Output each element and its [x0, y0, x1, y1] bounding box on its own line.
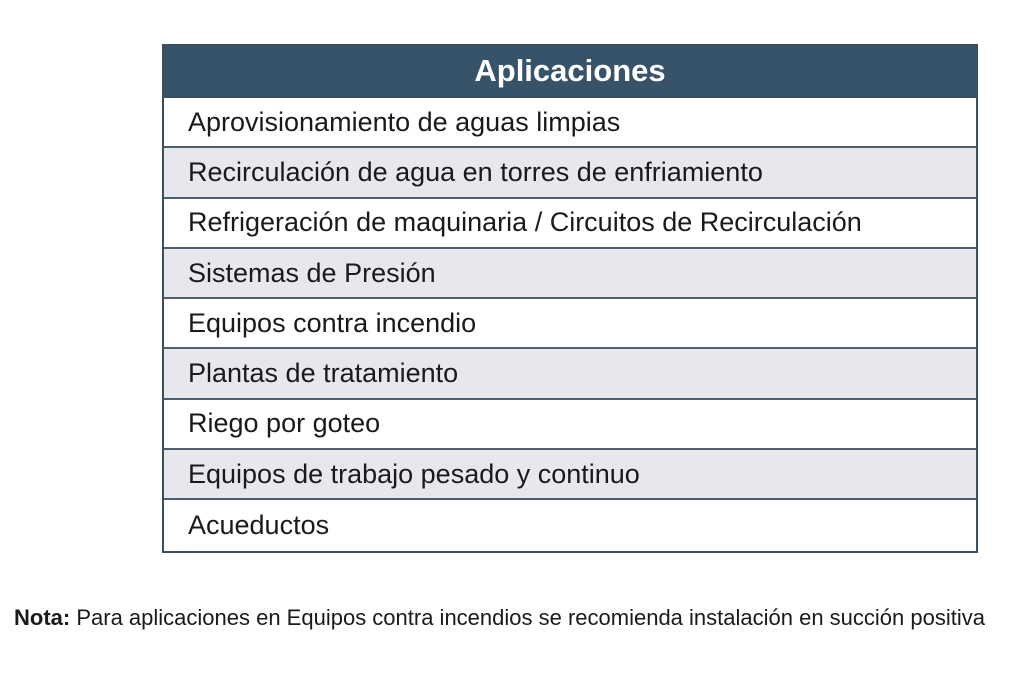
applications-table — [162, 44, 978, 553]
table-row: Recirculación de agua en torres de enfriamiento — [164, 148, 976, 198]
table-row: Plantas de tratamiento — [164, 349, 976, 399]
table-row: Refrigeración de maquinaria / Circuitos de Recirculación — [164, 199, 976, 249]
table-row: Riego por goteo — [164, 400, 976, 450]
table-row: Aprovisionamiento de aguas limpias — [164, 98, 976, 148]
table-row: Acueductos — [188, 510, 330, 541]
note-text: Para aplicaciones en Equipos contra incendios se recomienda instalación en succión positiva — [70, 605, 985, 630]
note-paragraph — [14, 602, 1014, 633]
table-header: Aplicaciones — [164, 46, 976, 98]
table-row: Equipos de trabajo pesado y continuo — [164, 450, 976, 500]
table-row: Equipos contra incendio — [164, 299, 976, 349]
table-row: Sistemas de Presión — [164, 249, 976, 299]
note-label: Nota: — [14, 605, 71, 630]
